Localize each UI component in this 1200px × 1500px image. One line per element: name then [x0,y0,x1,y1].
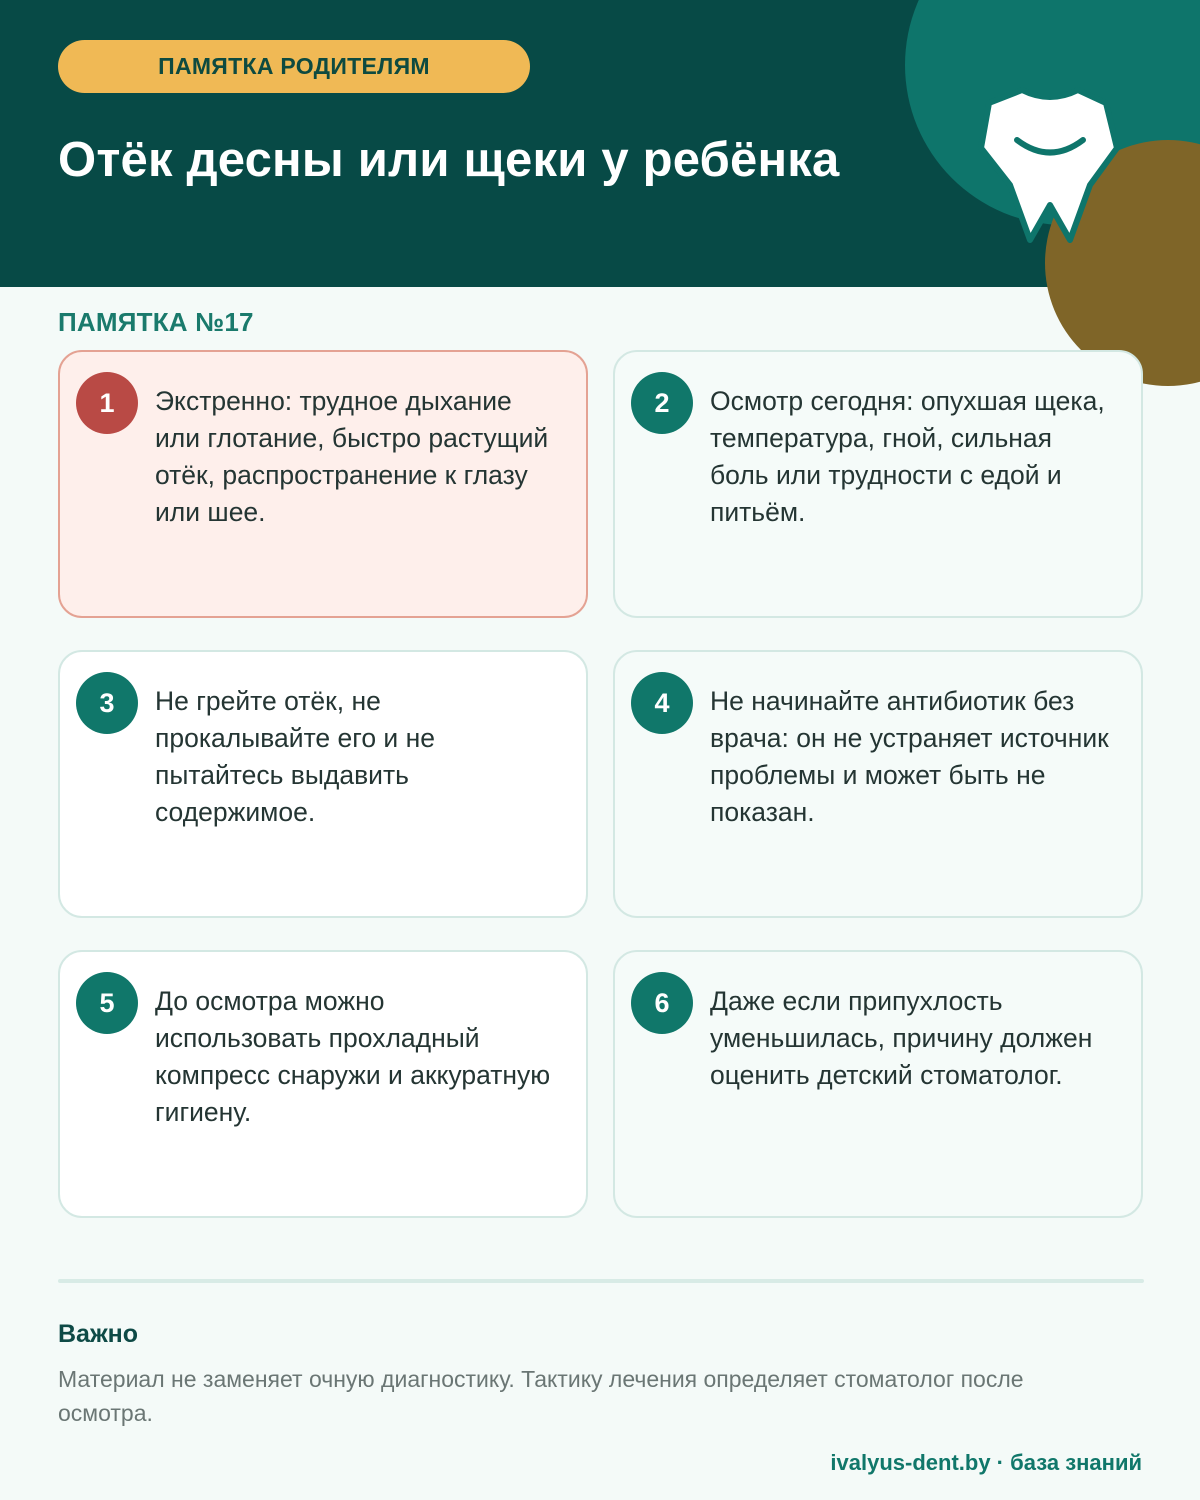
card-number: 6 [631,972,693,1034]
card-number: 4 [631,672,693,734]
card-no-antibiotic [613,650,1143,918]
footer-source: ivalyus-dent.by · база знаний [830,1450,1142,1475]
memo-number: ПАМЯТКА №17 [58,307,254,337]
card-number: 1 [76,372,138,434]
card-text: Даже если припухлость уменьшилась, причину должен оценить детский стоматолог. [710,986,1093,1090]
card-text: До осмотра можно использовать прохладный компресс снаружи и аккуратную гигиену. [155,986,551,1127]
card-see-dentist [613,950,1143,1218]
card-number: 2 [631,372,693,434]
card-text: Экстренно: трудное дыхание или глотание, быстро растущий отёк, распространение к глазу или шее. [155,386,549,527]
card-urgent [58,350,588,618]
card-cold-compress [58,950,588,1218]
card-dont-heat [58,650,588,918]
card-text: Осмотр сегодня: опухшая щека, температура, гной, сильная боль или трудности с едой и питьём. [710,386,1105,527]
card-number: 3 [76,672,138,734]
card-number: 5 [76,972,138,1034]
card-text: Не грейте отёк, не прокалывайте его и не пытайтесь выдавить содержимое. [155,686,435,827]
card-exam-today [613,350,1143,618]
page-title: Отёк десны или щеки у ребёнка [58,133,840,187]
important-text: Материал не заменяет очную диагностику. Тактику лечения определяет стоматолог после осмотра. [58,1366,1024,1426]
important-title: Важно [58,1320,139,1348]
card-text: Не начинайте антибиотик без врача: он не устраняет источник проблемы и может быть не показан. [710,686,1109,827]
header-banner [0,0,1200,287]
audience-badge: ПАМЯТКА РОДИТЕЛЯМ [58,40,530,93]
divider [58,1279,1144,1283]
